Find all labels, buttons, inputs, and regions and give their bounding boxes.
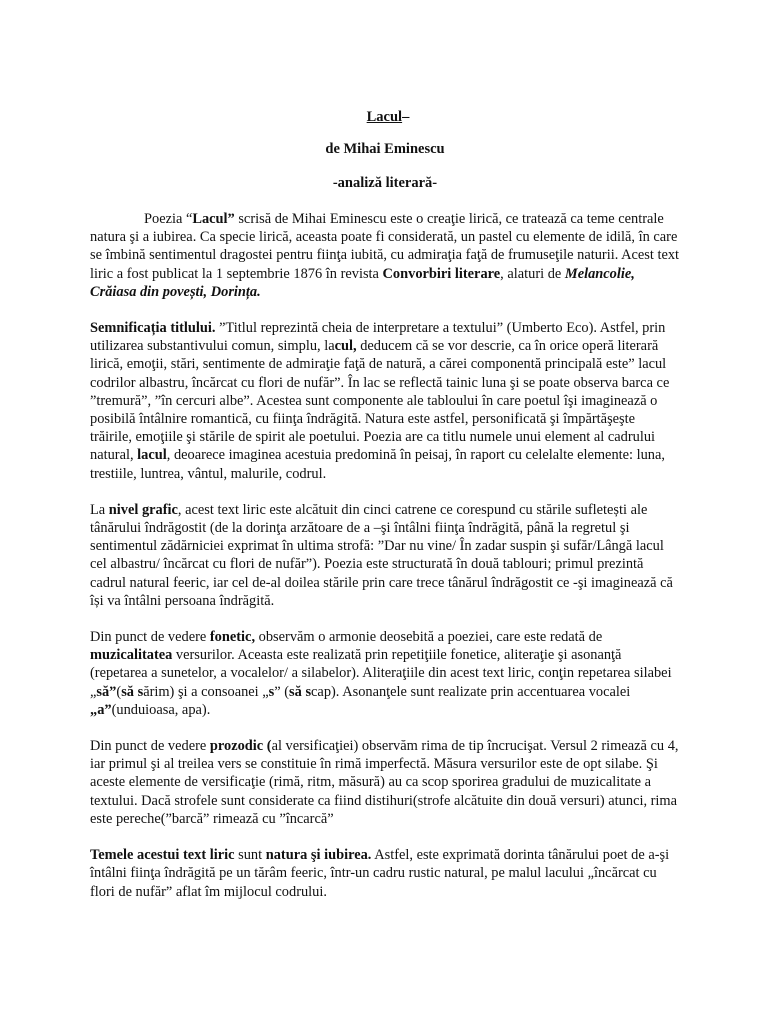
text-run: observăm o armonie deosebită a poeziei, care este redată de (255, 629, 603, 646)
paragraph-prosodic (90, 737, 680, 828)
document-title (90, 108, 680, 126)
bold-run: s (268, 683, 275, 700)
bold-run: nivel grafic (108, 501, 178, 518)
text-run: Din punct de vedere (90, 629, 210, 646)
text-run: , deoarece imaginea acestuia predomină în peisaj, în raport cu celelalte elemente: luna, trestiile, luntrea, vântul, malurile, codrul. (90, 447, 665, 482)
text-run: Astfel, este exprimată dorinta tânărului poet de a-şi întâlni fiinţa îndrăgită pe un tărâm feeric, într-un cadru rustic natural, pe malul lacului „încărcat cu flori de nufăr” aflat îm mijlocul codrului. (90, 847, 670, 900)
text-run: La (90, 501, 109, 518)
bold-run: să s (289, 683, 312, 700)
bold-run: Lacul” (192, 211, 235, 227)
text-run: Din punct de vedere (90, 738, 210, 755)
bold-run: cul, (334, 338, 357, 355)
text-run: Poezia “ (144, 211, 193, 227)
bold-run: să s (121, 683, 144, 700)
paragraph-themes (90, 846, 680, 901)
bold-run: lacul (137, 447, 167, 464)
text-run: (unduioasa, apa). (111, 701, 211, 718)
bold-italic-run: Melancolie, Crăiasa din povești, Dorința. (90, 265, 635, 300)
text-run: versurilor. Aceasta este realizată prin repetiţiile fonetice, aliteraţie şi asonanţă (repetarea a sunetelor, a vocalelor/ a silabelor). Aliteraţiile din acest text liric, conţin repetarea silabei „ (90, 647, 672, 700)
bold-run: fonetic, (209, 629, 256, 646)
text-run: ”Titlul reprezintă cheia de interpretare a textului” (Umberto Eco). Astfel, prin utilizarea substantivului comun, simplu, la (90, 320, 666, 355)
bold-run: prozodic ( (209, 738, 272, 755)
text-run: cap). Asonanţele sunt realizate prin accentuarea vocalei (311, 683, 631, 700)
bold-run: natura şi iubirea. (265, 847, 372, 864)
bold-run: „a” (90, 701, 112, 718)
author-line: de Mihai Eminescu (325, 141, 445, 157)
bold-run: Temele acestui text liric (90, 847, 235, 864)
text-run: sunt (234, 847, 266, 864)
paragraph-title-meaning (90, 319, 680, 483)
text-run: ” ( (274, 683, 290, 700)
text-run: deducem că se vor descrie, ca în orice operă literară lirică, emoţii, stări, sentimente de admiraţie faţă de natură, a cărei componentă principală este” lacul codrilor albastru, încărcat cu flori de nufăr”. În lac se reflectă tainic luna şi se poate observa barca ce ”tremură”, ”în cercuri albe”. Acestea sunt componente ale tabloului în care poetul îşi imaginează o posibilă întâlnire romantică, cu fiinţa îndrăgită. Natura este astfel, personificată şi împărtăşeşte trăirile, emoţiile şi stările de spirit ale poetului. Poezia are ca titlu numele unui element al cadrului natural, (90, 338, 670, 464)
text-run: ărim) şi a consoanei „ (143, 683, 269, 700)
text-run: , alaturi de (500, 265, 565, 282)
bold-run: să” (96, 683, 117, 700)
text-run: scrisă de Mihai Eminescu este o creaţie lirică, ce tratează ca teme centrale natura şi a iubirea. Ca specie lirică, aceasta poate fi considerată, un pastel cu elemente de idilă, în care se îmbină sentimentul dragostei pentru fiinţa iubită, cu admiraţia faţă de frumuseţile naturii. Acest text liric a fost publicat la 1 septembrie 1876 în revista (90, 211, 680, 282)
text-run: al versificaţiei) observăm rima de tip încrucişat. Versul 2 rimează cu 4, iar primul şi al treilea vers se constituie în rimă imperfectă. Măsura versurilor este de opt silabe. Şi aceste elemente de versificaţie (rimă, ritm, măsură) au ca scop sporirea gradului de muzicalitate a textului. Dacă strofele sunt considerate ca fiind distihuri(strofe alcătuite din două versuri) atunci, rima este pereche(”barcă” rimează cu ”încarcă” (90, 738, 679, 827)
paragraph-intro (90, 210, 680, 301)
bold-run: muzicalitatea (90, 647, 173, 664)
paragraph-phonetic (90, 628, 680, 719)
paragraph-graphic-level (90, 501, 680, 610)
text-run: ( (116, 683, 122, 700)
title-suffix: – (402, 109, 410, 125)
bold-run: Convorbiri literare (382, 265, 501, 282)
title-underlined: Lacul (366, 109, 403, 125)
bold-run: Semnificația titlului. (90, 320, 216, 337)
text-run: , acest text liric este alcătuit din cinci catrene ce corespund cu stările sufletești ale tânărului îndrăgostit (de la dorinţa arzătoare de a –şi întâlni fiinţa îndrăgită, până la regretul şi sentimentul zădărniciei exprimat în ultima strofă: ”Dar nu vine/ În zadar suspin şi sufăr/Lângă lacul cel albastru/ încărcat cu flori de nufăr”). Poezia este structurată în două tablouri; primul prezintă cadrul natural feeric, iar cel de-al doilea stările prin care trece tânărul îndrăgostit ce -şi imaginează că își va întâlni persoana îndrăgită. (90, 501, 673, 609)
subtitle: -analiză literară- (332, 175, 438, 191)
